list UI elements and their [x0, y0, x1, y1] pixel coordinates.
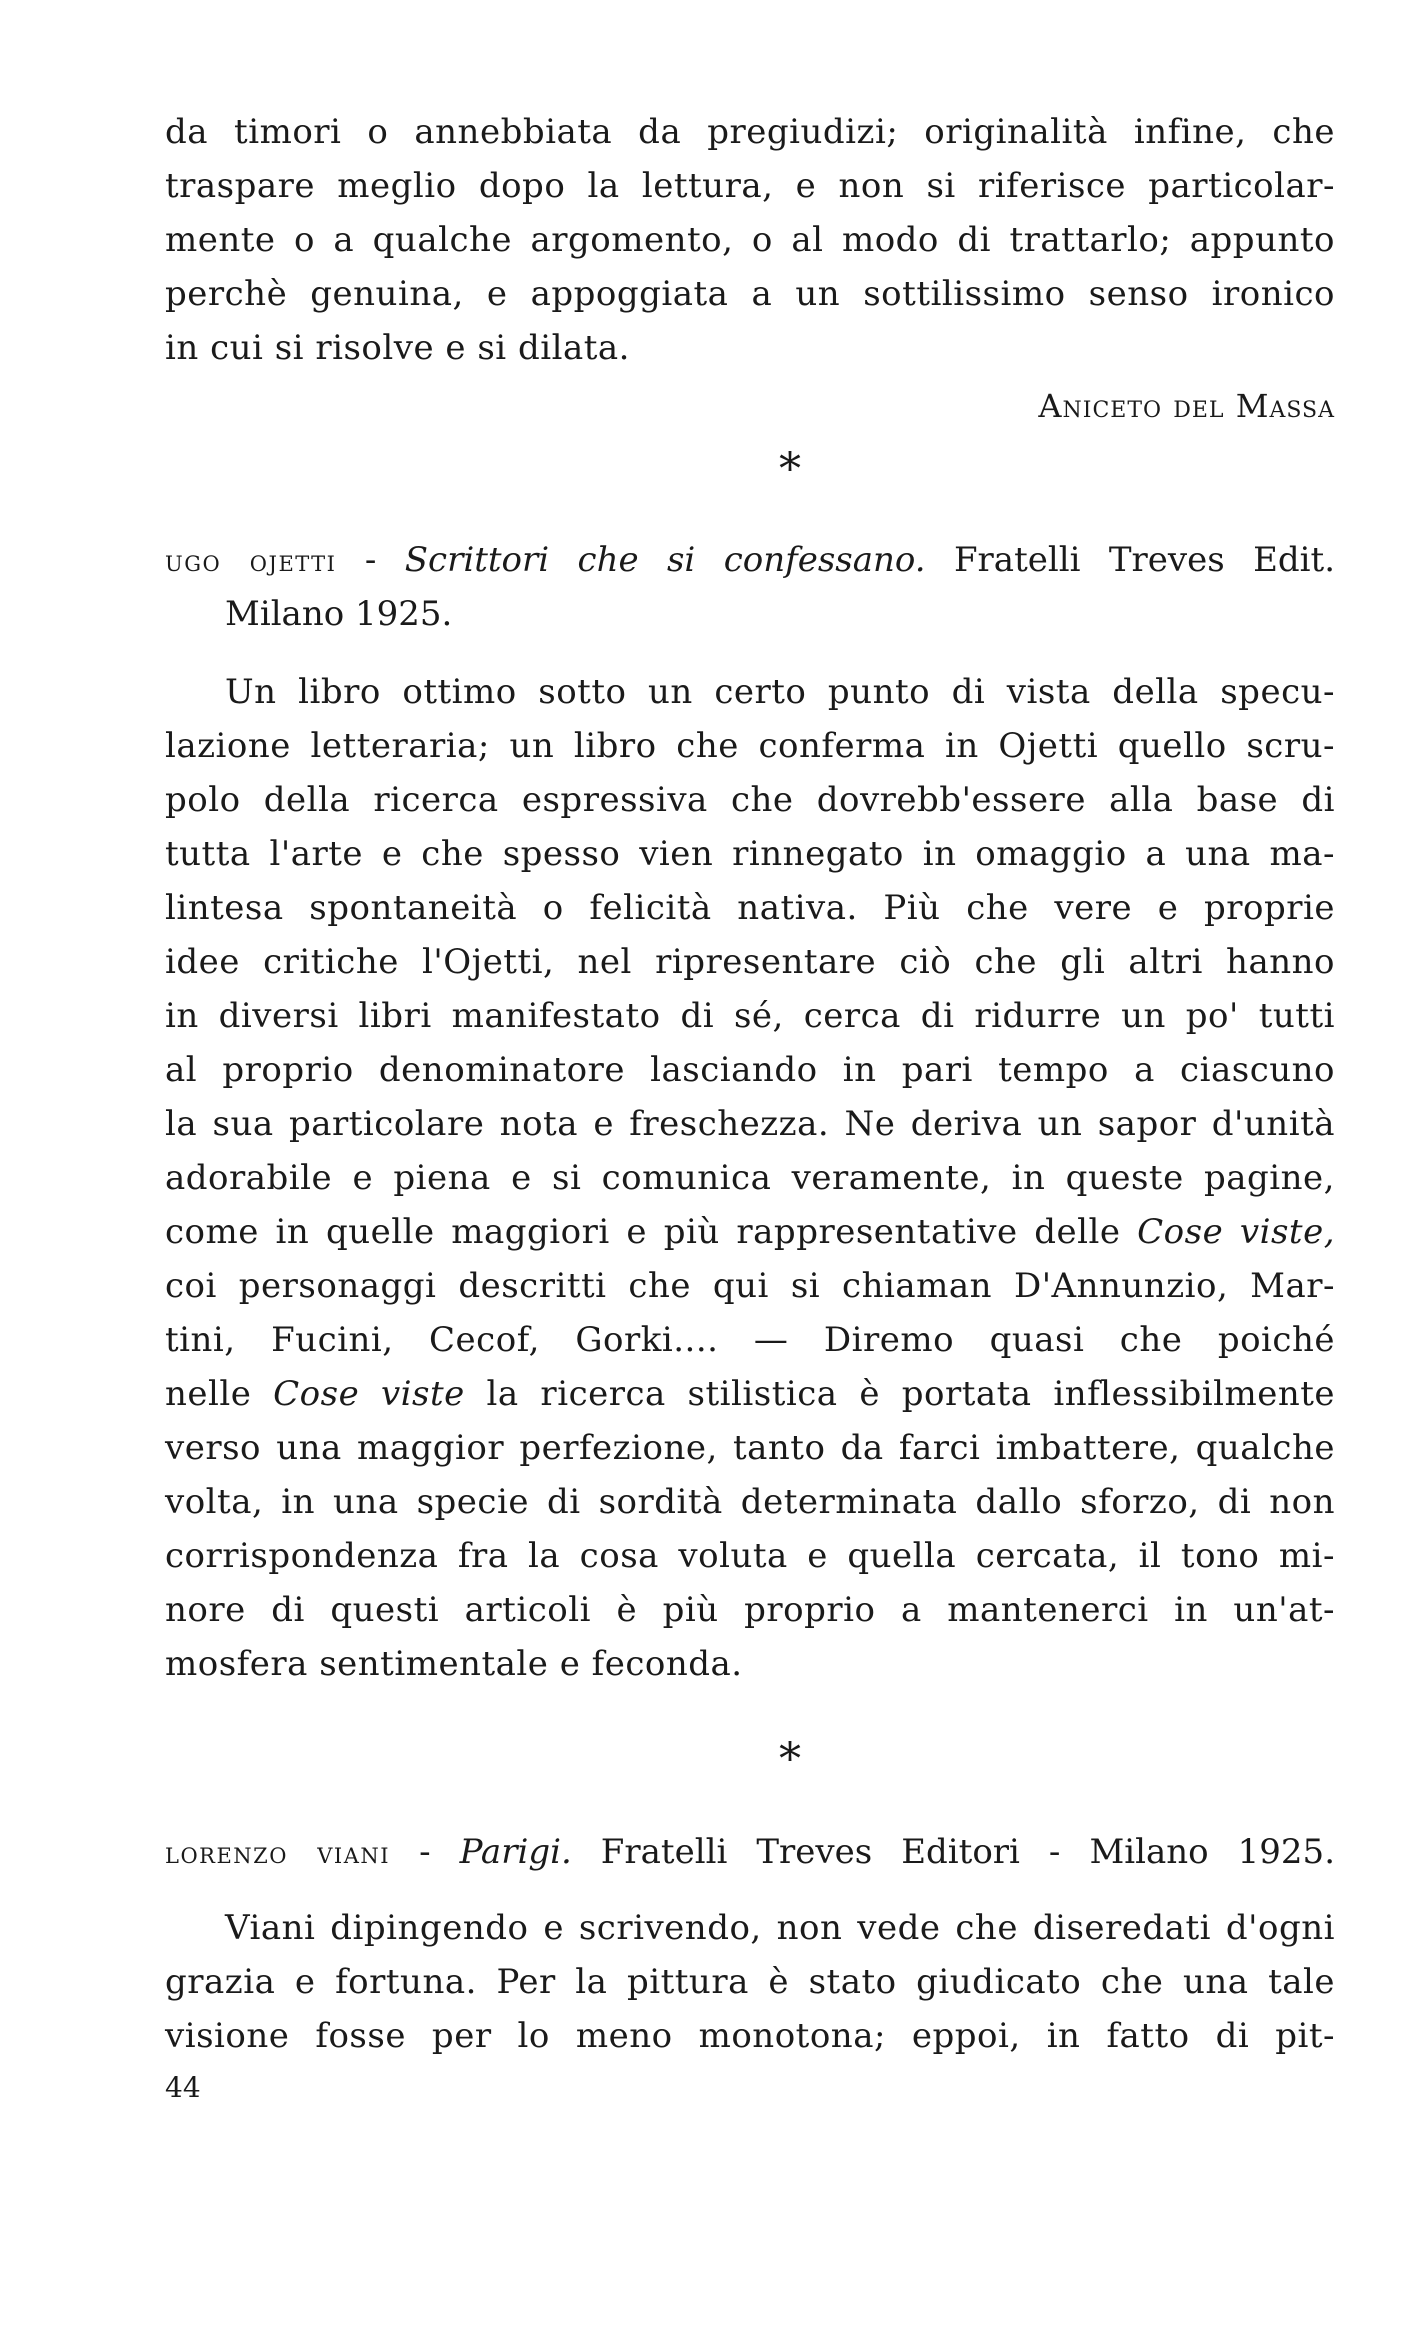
- text-line: volta, in una specie di sordità determinata dallo sforzo, di non: [165, 1482, 1335, 1522]
- text-line: perchè genuina, e appoggiata a un sottilissimo senso ironico: [165, 274, 1335, 314]
- text-line: lazione letteraria; un libro che conferma in Ojetti quello scru-: [165, 726, 1335, 766]
- review-heading: [165, 1825, 1335, 1879]
- review-viani: [165, 1825, 1335, 2063]
- page-number: 44: [165, 2071, 201, 2104]
- review-paragraph: [165, 665, 1335, 1691]
- italic-title: Cose viste,: [1137, 1212, 1336, 1252]
- review-signature: Aniceto del Massa: [1038, 387, 1335, 425]
- text-run: nelle: [165, 1374, 274, 1414]
- text-line: da timori o annebbiata da pregiudizi; originalità infine, che: [165, 112, 1335, 152]
- text-line: in cui si risolve e si dilata.: [165, 328, 630, 368]
- text-line: la sua particolare nota e freschezza. Ne deriva un sapor d'unità: [165, 1104, 1335, 1144]
- text-line: polo della ricerca espressiva che dovrebb'essere alla base di: [165, 780, 1335, 820]
- text-line: Viani dipingendo e scrivendo, non vede che diseredati d'ogni: [225, 1908, 1335, 1948]
- text-line: nore di questi articoli è più proprio a mantenerci in un'at-: [165, 1590, 1335, 1630]
- book-title: Scrittori che si confessano.: [404, 540, 926, 580]
- text-run: la ricerca stilistica è portata inflessibilmente: [464, 1374, 1335, 1414]
- heading-dash: -: [390, 1832, 460, 1872]
- section-separator: *: [779, 444, 801, 495]
- text-line: visione fosse per lo meno monotona; eppoi, in fatto di pit-: [165, 2016, 1335, 2056]
- text-line: adorabile e piena e si comunica veramente, in queste pagine,: [165, 1158, 1335, 1198]
- review-heading: [165, 533, 1335, 587]
- review-author: lorenzo viani: [165, 1836, 391, 1871]
- heading-dash: -: [336, 540, 405, 580]
- text-line: [165, 1367, 1335, 1421]
- publisher-place-year: Milano 1925.: [225, 594, 453, 634]
- text-line: [165, 1205, 1335, 1259]
- text-line: corrispondenza fra la cosa voluta e quella cercata, il tono mi-: [165, 1536, 1335, 1576]
- book-title: Parigi.: [459, 1832, 572, 1872]
- publisher: Fratelli Treves Editori - Milano 1925.: [571, 1832, 1335, 1872]
- publisher: Fratelli Treves Edit.: [925, 540, 1336, 580]
- text-line: tutta l'arte e che spesso vien rinnegato in omaggio a una ma-: [165, 834, 1335, 874]
- text-line: traspare meglio dopo la lettura, e non si riferisce particolar-: [165, 166, 1335, 206]
- text-line: verso una maggior perfezione, tanto da farci imbattere, qualche: [165, 1428, 1335, 1468]
- text-line: al proprio denominatore lasciando in pari tempo a ciascuno: [165, 1050, 1335, 1090]
- text-line: in diversi libri manifestato di sé, cerca di ridurre un po' tutti: [165, 996, 1335, 1036]
- text-line: tini, Fucini, Cecof, Gorki.... — Diremo quasi che poiché: [165, 1320, 1335, 1360]
- page-body: [165, 105, 1335, 2063]
- text-line: Un libro ottimo sotto un certo punto di vista della specu-: [225, 672, 1335, 712]
- section-separator: *: [779, 1734, 801, 1785]
- text-run: come in quelle maggiori e più rappresentative delle: [165, 1212, 1138, 1252]
- review-paragraph: [165, 1901, 1335, 2063]
- italic-title: Cose viste: [273, 1374, 465, 1414]
- review-ojetti: [165, 533, 1335, 1691]
- carryover-paragraph: [165, 105, 1335, 375]
- text-line: idee critiche l'Ojetti, nel ripresentare ciò che gli altri hanno: [165, 942, 1335, 982]
- text-line: coi personaggi descritti che qui si chiaman D'Annunzio, Mar-: [165, 1266, 1335, 1306]
- text-line: mente o a qualche argomento, o al modo di trattarlo; appunto: [165, 220, 1335, 260]
- text-line: mosfera sentimentale e feconda.: [165, 1644, 743, 1684]
- text-line: lintesa spontaneità o felicità nativa. Più che vere e proprie: [165, 888, 1335, 928]
- review-author: ugo ojetti: [165, 544, 337, 579]
- text-line: grazia e fortuna. Per la pittura è stato giudicato che una tale: [165, 1962, 1335, 2002]
